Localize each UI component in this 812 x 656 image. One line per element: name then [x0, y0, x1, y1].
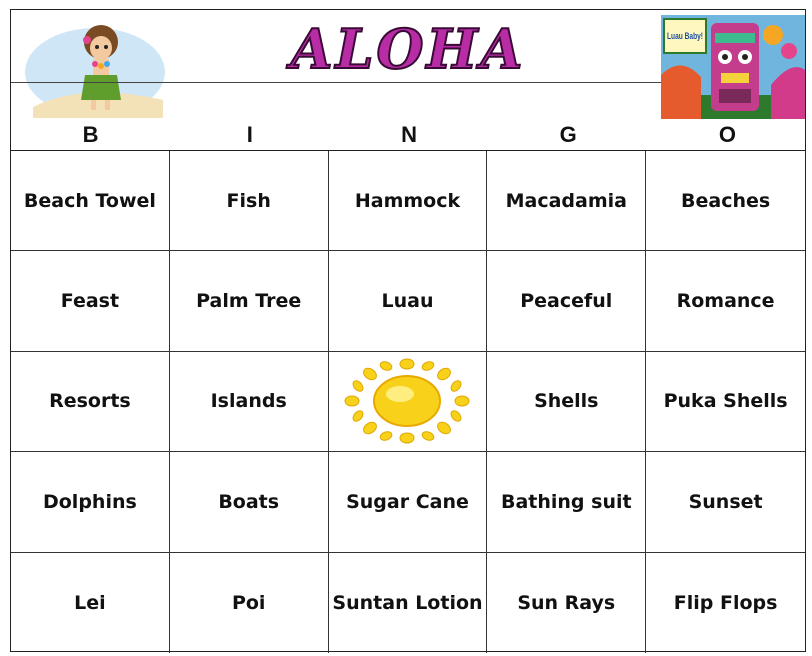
cell-r1-i[interactable]: Fish [170, 151, 329, 251]
cell-r2-b[interactable]: Feast [11, 251, 170, 351]
cell-r3-b[interactable]: Resorts [11, 352, 170, 452]
letter-o: O [718, 122, 736, 147]
card-title: ALOHA [290, 17, 526, 81]
cell-r2-g[interactable]: Peaceful [487, 251, 646, 351]
free-space-cell[interactable] [329, 352, 488, 452]
bingo-grid [11, 150, 805, 653]
cell-r5-n[interactable]: Suntan Lotion [329, 553, 488, 653]
cell-r4-o[interactable]: Sunset [646, 452, 805, 552]
letter-g: G [559, 122, 577, 147]
cell-r3-o[interactable]: Puka Shells [646, 352, 805, 452]
cell-r2-n[interactable]: Luau [329, 251, 488, 351]
letter-n: N [401, 122, 417, 147]
cell-r1-n[interactable]: Hammock [329, 151, 488, 251]
cell-r4-n[interactable]: Sugar Cane [329, 452, 488, 552]
sun-icon [342, 356, 472, 446]
cell-r3-g[interactable]: Shells [487, 352, 646, 452]
cell-r5-b[interactable]: Lei [11, 553, 170, 653]
cell-r2-i[interactable]: Palm Tree [170, 251, 329, 351]
cell-r1-b[interactable]: Beach Towel [11, 151, 170, 251]
cell-r3-i[interactable]: Islands [170, 352, 329, 452]
cell-r5-i[interactable]: Poi [170, 553, 329, 653]
tiki-sign-label: Luau Baby! [667, 31, 703, 41]
cell-r1-g[interactable]: Macadamia [487, 151, 646, 251]
cell-r5-g[interactable]: Sun Rays [487, 553, 646, 653]
tiki-luau-icon [661, 15, 805, 119]
bingo-letters [11, 122, 807, 148]
card-header [11, 10, 805, 150]
cell-r4-b[interactable]: Dolphins [11, 452, 170, 552]
cell-r5-o[interactable]: Flip Flops [673, 591, 778, 614]
cell-r4-i[interactable]: Boats [170, 452, 329, 552]
cell-r2-o[interactable]: Romance [646, 251, 805, 351]
letter-b: B [82, 122, 99, 147]
cell-r4-g[interactable]: Bathing suit [487, 452, 646, 552]
cell-r1-o[interactable]: Beaches [646, 151, 805, 251]
bingo-card [10, 9, 806, 652]
letter-i: I [246, 122, 253, 147]
